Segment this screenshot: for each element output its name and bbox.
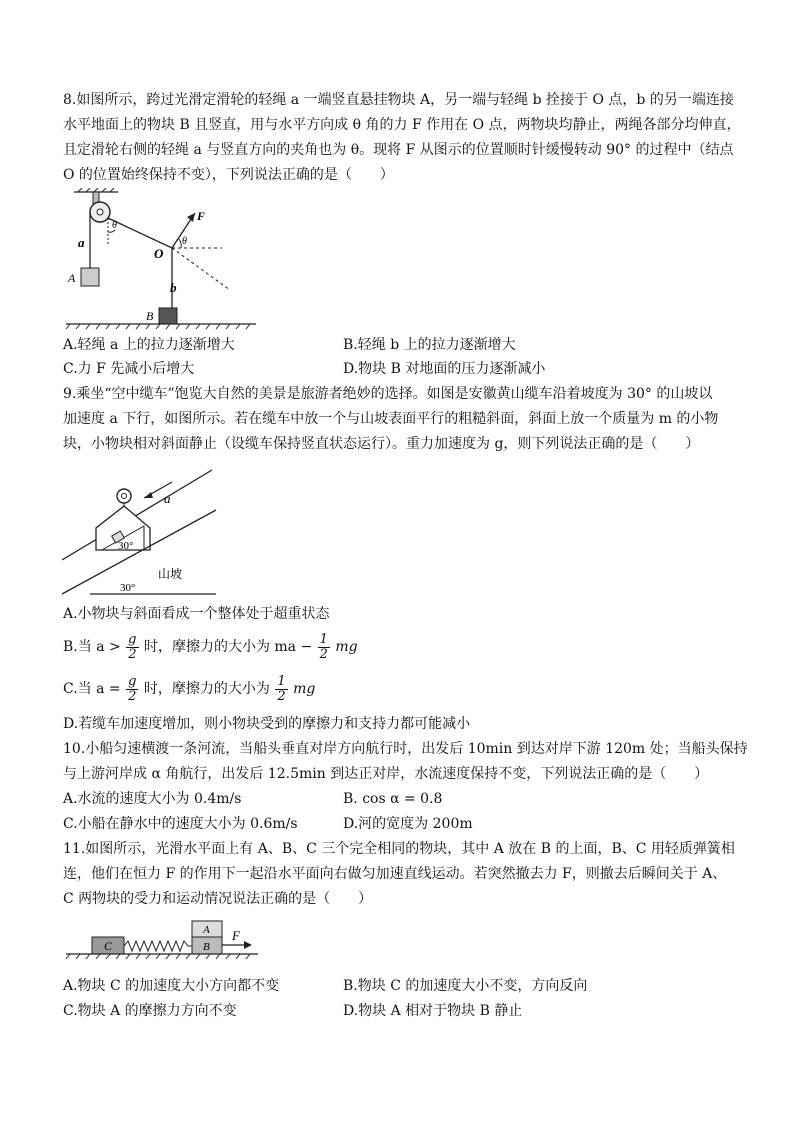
frac-1-over-2: $\frac{1}{2}$ bbox=[319, 631, 328, 662]
rope-extension-dashed bbox=[172, 248, 230, 290]
label-a: a bbox=[164, 491, 171, 506]
q11-option-B: B.物块 C 的加速度大小不变，方向反向 bbox=[343, 978, 588, 994]
q10-option-C: C.小船在静水中的速度大小为 0.6m/s bbox=[63, 816, 298, 832]
q9-option-B: B.当 a > $\frac{g}{2}$ 时，摩擦力的大小为 ma − $\frac{1}{2}$ mg bbox=[63, 631, 358, 662]
label-A: A bbox=[68, 271, 76, 285]
q8-stem-line-1: 8.如图所示，跨过光滑定滑轮的轻绳 a 一端竖直悬挂物块 A，另一端与轻绳 b 拴接于 O 点，b 的另一端连接 bbox=[63, 92, 734, 108]
frac-g-over-2: $\frac{g}{2}$ bbox=[128, 631, 137, 662]
ceiling-hatch bbox=[74, 188, 118, 192]
q8-option-A: A.轻绳 a 上的拉力逐渐增大 bbox=[63, 337, 235, 353]
label-theta-1: θ bbox=[112, 220, 117, 231]
q10-stem-line-1: 10.小船匀速横渡一条河流，当船头垂直对岸方向航行时，出发后 10min 到达对岸下游 120m 处；当船头保持 bbox=[63, 741, 748, 757]
q9-stem-line-1: 9.乘坐“空中缆车”饱览大自然的美景是旅游者绝妙的选择。如图是安徽黄山缆车沿着坡度为 30° 的山坡以 bbox=[63, 386, 713, 402]
q11-spring-blocks-figure bbox=[62, 916, 262, 966]
q8-option-D: D.物块 B 对地面的压力逐渐减小 bbox=[343, 361, 546, 377]
q9-option-D: D.若缆车加速度增加，则小物块受到的摩擦力和支持力都可能减小 bbox=[63, 716, 471, 732]
frac-1-over-2: $\frac{1}{2}$ bbox=[277, 673, 286, 704]
q11-stem-line-3: C 两物块的受力和运动情况说法正确的是（ ） bbox=[63, 891, 373, 907]
q11-option-A: A.物块 C 的加速度大小方向都不变 bbox=[63, 978, 280, 994]
q9-option-A: A.小物块与斜面看成一个整体处于超重状态 bbox=[63, 606, 330, 622]
q9-option-C: C.当 a = $\frac{g}{2}$ 时，摩擦力的大小为 $\frac{1}{2}$ mg bbox=[63, 673, 316, 704]
q11-stem-line-1: 11.如图所示，光滑水平面上有 A、B、C 三个完全相同的物块，其中 A 放在 B 的上面，B、C 用轻质弹簧相 bbox=[63, 841, 735, 857]
label-C: C bbox=[104, 939, 113, 953]
label-B: B bbox=[146, 309, 154, 323]
label-slope: 山坡 bbox=[158, 567, 183, 581]
q11-stem-line-2: 连，他们在恒力 F 的作用下一起沿水平面向右做匀加速直线运动。若突然撤去力 F，则撤去后瞬间关于 A、 bbox=[63, 866, 727, 882]
frac-g-over-2: $\frac{g}{2}$ bbox=[128, 673, 137, 704]
q10-option-A: A.水流的速度大小为 0.4m/s bbox=[63, 791, 242, 807]
q8-stem-line-4: O 的位置始终保持不变），下列说法正确的是（ ） bbox=[63, 167, 394, 183]
q11-option-C: C.物块 A 的摩擦力方向不变 bbox=[63, 1003, 237, 1019]
label-F: F bbox=[232, 928, 240, 943]
q9-stem-line-3: 块，小物块相对斜面静止（设缆车保持竖直状态运行）。重力加速度为 g，则下列说法正确的是（ ） bbox=[63, 436, 700, 452]
rope-a-right bbox=[108, 218, 172, 248]
q10-option-B: B. cos α = 0.8 bbox=[343, 791, 443, 807]
label-A: A bbox=[203, 924, 210, 936]
spring bbox=[124, 941, 192, 951]
label-30-slope: 30° bbox=[120, 582, 136, 594]
block-B bbox=[159, 308, 177, 324]
label-O: O bbox=[154, 246, 164, 261]
q8-stem-line-3: 且定滑轮右侧的轻绳 a 与竖直方向的夹角也为 θ。现将 F 从图示的位置顺时针缓慢转动 90° 的过程中（结点 bbox=[63, 142, 734, 158]
q9-stem-line-2: 加速度 a 下行，如图所示。若在缆车中放一个与山坡表面平行的粗糙斜面，斜面上放一个质量为 m 的小物 bbox=[63, 411, 719, 427]
q8-pulley-figure bbox=[60, 188, 260, 330]
q11-option-D: D.物块 A 相对于物块 B 静止 bbox=[343, 1003, 523, 1019]
q9-cable-car-figure bbox=[62, 462, 222, 598]
q8-option-B: B.轻绳 b 上的拉力逐渐增大 bbox=[343, 337, 516, 353]
q8-option-C: C.力 F 先减小后增大 bbox=[63, 361, 195, 377]
label-B: B bbox=[203, 941, 210, 953]
label-a: a bbox=[78, 235, 85, 250]
label-30-inner: 30° bbox=[118, 540, 134, 552]
label-b: b bbox=[170, 280, 177, 295]
q10-stem-line-2: 与上游河岸成 α 角航行，出发后 12.5min 到达正对岸，水流速度保持不变，下列说法正确的是（ ） bbox=[63, 766, 709, 782]
block-A bbox=[81, 268, 99, 286]
label-theta-2: θ bbox=[182, 236, 187, 247]
label-F: F bbox=[197, 209, 206, 223]
q10-option-D: D.河的宽度为 200m bbox=[343, 816, 473, 832]
q8-stem-line-2: 水平地面上的物块 B 且竖直，用与水平方向成 θ 角的力 F 作用在 O 点，两物块均静止，两绳各部分均伸直， bbox=[63, 117, 741, 133]
